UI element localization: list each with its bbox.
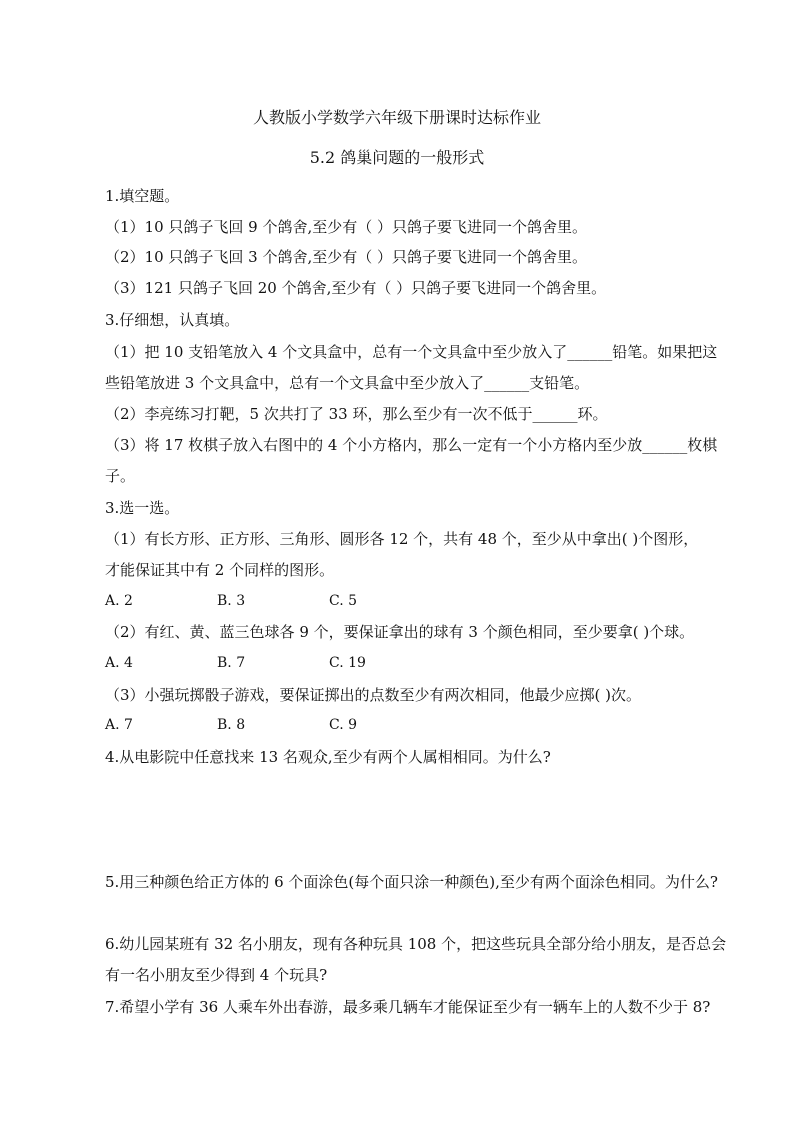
q1-item-2: （2）10 只鸽子飞回 3 个鸽舍,至少有（ ）只鸽子要飞进同一个鸽舍里。	[105, 248, 588, 266]
option-a: A. 2	[105, 593, 133, 609]
option-b: B. 7	[217, 655, 246, 671]
page-title: 人教版小学数学六年级下册课时达标作业	[252, 108, 541, 127]
q6-line-1: 6.幼儿园某班有 32 名小朋友，现有各种玩具 108 个，把这些玩具全部分给小朋友，是否总会	[105, 935, 727, 953]
q3-item-2: （2）有红、黄、蓝三色球各 9 个，要保证拿出的球有 3 个颜色相同，至少要拿( )个球。	[105, 623, 695, 641]
q2-item-3-line-1: （3）将 17 枚棋子放入右图中的 4 个小方格内，那么一定有一个小方格内至少放______枚棋	[105, 436, 718, 454]
option-a: A. 4	[105, 655, 133, 671]
option-b: B. 3	[217, 593, 246, 609]
q2-heading: 3.仔细想，认真填。	[105, 311, 240, 329]
q3-item-1-line-1: （1）有长方形、正方形、三角形、圆形各 12 个，共有 48 个，至少从中拿出( )个图形，	[105, 530, 699, 548]
option-c: C. 9	[329, 717, 358, 733]
q2-item-1-line-1: （1）把 10 支铅笔放入 4 个文具盒中，总有一个文具盒中至少放入了______铅笔。如果把这	[105, 343, 718, 361]
q3-item-1-options	[105, 591, 441, 611]
option-b: B. 8	[217, 717, 246, 733]
section-subtitle: 5.2 鸽巢问题的一般形式	[309, 148, 485, 167]
q1-item-1: （1）10 只鸽子飞回 9 个鸽舍,至少有（ ）只鸽子要飞进同一个鸽舍里。	[105, 218, 588, 236]
option-a: A. 7	[105, 717, 133, 733]
q2-item-3-line-2: 子。	[105, 467, 136, 485]
q2-item-2: （2）李亮练习打靶，5 次共打了 33 环，那么至少有一次不低于______环。	[105, 405, 608, 423]
q1-item-3: （3）121 只鸽子飞回 20 个鸽舍,至少有（ ）只鸽子要飞进同一个鸽舍里。	[105, 279, 607, 297]
q7-text: 7.希望小学有 36 人乘车外出春游，最多乘几辆车才能保证至少有一辆车上的人数不少于 8?	[105, 998, 711, 1016]
q1-heading: 1.填空题。	[105, 187, 180, 205]
q6-line-2: 有一名小朋友至少得到 4 个玩具?	[105, 966, 328, 984]
q3-item-3-options	[105, 715, 441, 735]
q5-text: 5.用三种颜色给正方体的 6 个面涂色(每个面只涂一种颜色),至少有两个面涂色相同。为什么?	[105, 873, 718, 891]
q2-item-1-line-2: 些铅笔放进 3 个文具盒中，总有一个文具盒中至少放入了______支铅笔。	[105, 374, 590, 392]
q3-item-1-line-2: 才能保证其中有 2 个同样的图形。	[105, 561, 335, 579]
q3-item-2-options	[105, 653, 441, 673]
q3-item-3: （3）小强玩掷骰子游戏，要保证掷出的点数至少有两次相同，他最少应掷( )次。	[105, 686, 642, 704]
q3-heading: 3.选一选。	[105, 499, 180, 517]
option-c: C. 19	[329, 655, 366, 671]
option-c: C. 5	[329, 593, 358, 609]
q4-text: 4.从电影院中任意找来 13 名观众,至少有两个人属相相同。为什么?	[105, 748, 551, 766]
